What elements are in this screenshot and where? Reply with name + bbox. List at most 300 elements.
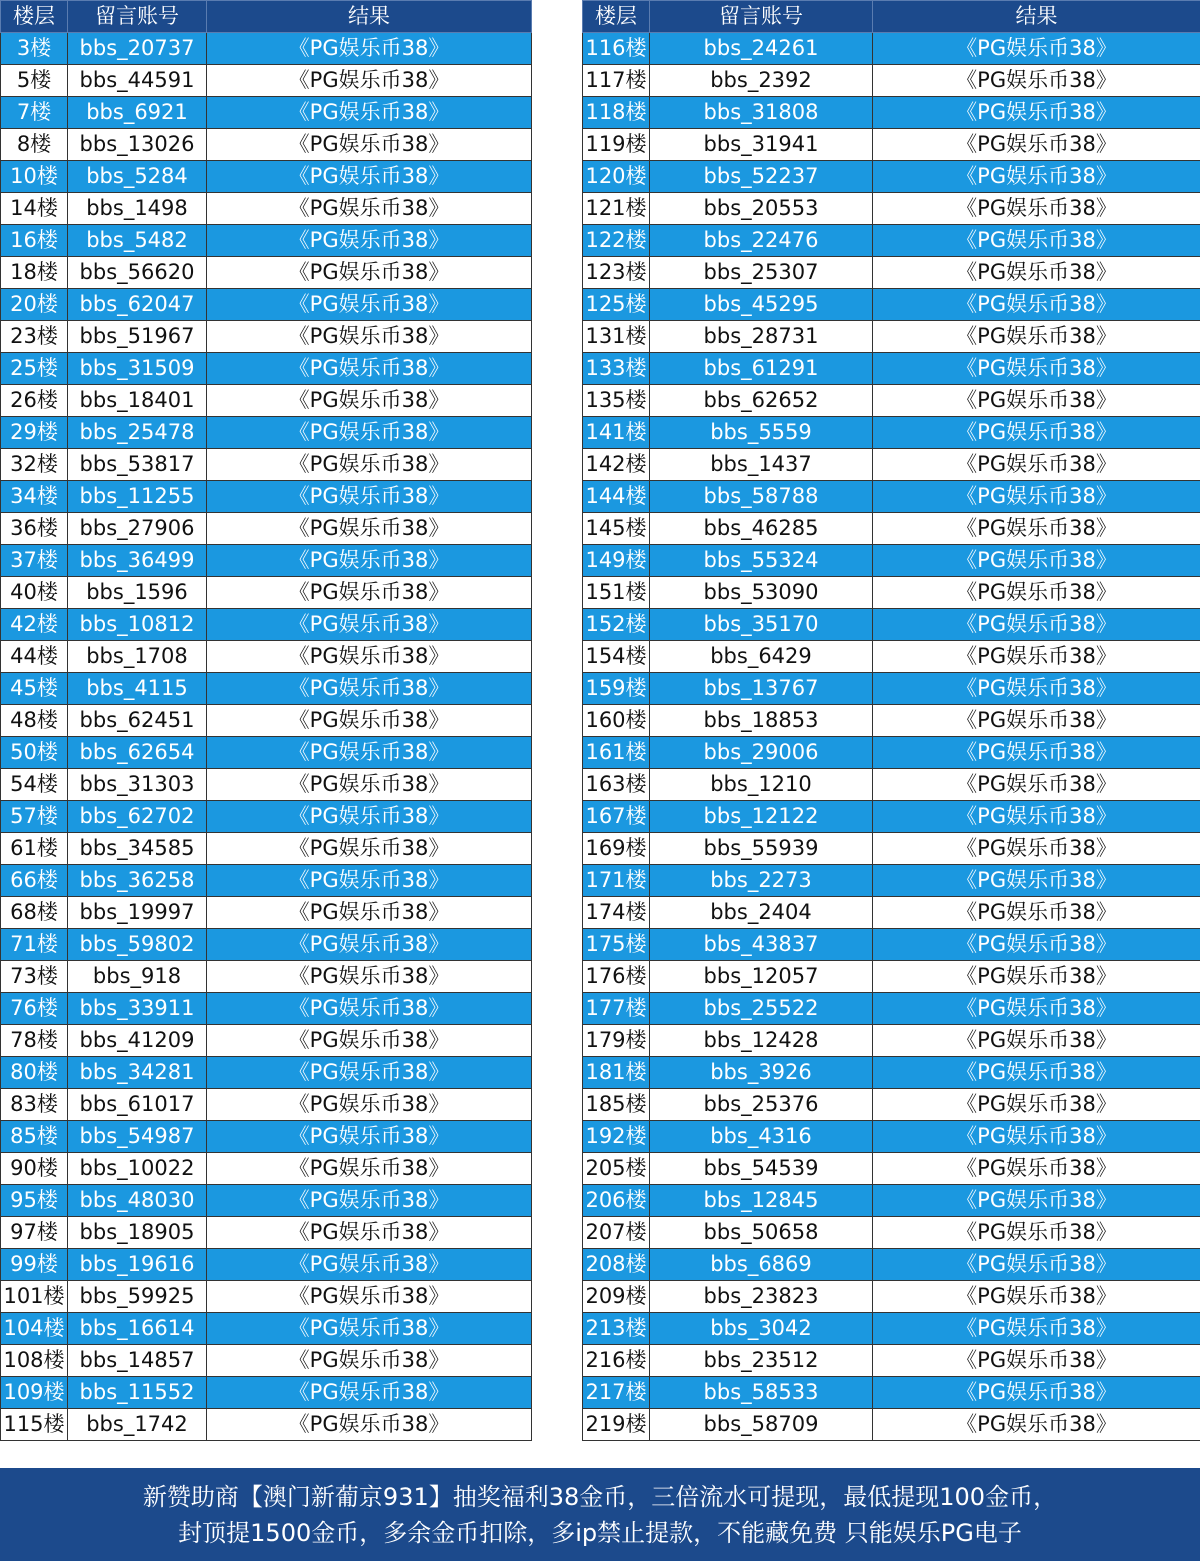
floor-cell: 169楼: [583, 833, 650, 865]
account-cell: bbs_13026: [68, 129, 207, 161]
result-cell: 《PG娱乐币38》: [873, 129, 1200, 161]
table-header-row: [583, 1, 1200, 33]
result-cell: 《PG娱乐币38》: [873, 705, 1200, 737]
table-row: [583, 705, 1200, 737]
floor-cell: 97楼: [1, 1217, 68, 1249]
result-cell: 《PG娱乐币38》: [207, 289, 532, 321]
account-cell: bbs_2273: [650, 865, 873, 897]
result-cell: 《PG娱乐币38》: [207, 1281, 532, 1313]
floor-cell: 8楼: [1, 129, 68, 161]
account-cell: bbs_6921: [68, 97, 207, 129]
table-row: [583, 801, 1200, 833]
floor-cell: 109楼: [1, 1377, 68, 1409]
result-cell: 《PG娱乐币38》: [873, 385, 1200, 417]
result-cell: 《PG娱乐币38》: [873, 833, 1200, 865]
header-account: 留言账号: [650, 1, 873, 33]
account-cell: bbs_55324: [650, 545, 873, 577]
result-cell: 《PG娱乐币38》: [207, 609, 532, 641]
account-cell: bbs_54539: [650, 1153, 873, 1185]
table-row: [1, 129, 532, 161]
floor-cell: 120楼: [583, 161, 650, 193]
result-cell: 《PG娱乐币38》: [873, 321, 1200, 353]
result-cell: 《PG娱乐币38》: [873, 929, 1200, 961]
result-cell: 《PG娱乐币38》: [873, 1089, 1200, 1121]
floor-cell: 78楼: [1, 1025, 68, 1057]
floor-cell: 68楼: [1, 897, 68, 929]
floor-cell: 20楼: [1, 289, 68, 321]
account-cell: bbs_2404: [650, 897, 873, 929]
floor-cell: 90楼: [1, 1153, 68, 1185]
result-cell: 《PG娱乐币38》: [207, 257, 532, 289]
floor-cell: 133楼: [583, 353, 650, 385]
account-cell: bbs_25478: [68, 417, 207, 449]
result-cell: 《PG娱乐币38》: [873, 609, 1200, 641]
header-floor: 楼层: [583, 1, 650, 33]
result-cell: 《PG娱乐币38》: [207, 513, 532, 545]
result-cell: 《PG娱乐币38》: [207, 1377, 532, 1409]
result-cell: 《PG娱乐币38》: [873, 865, 1200, 897]
account-cell: bbs_12845: [650, 1185, 873, 1217]
result-cell: 《PG娱乐币38》: [873, 1185, 1200, 1217]
table-row: [583, 1313, 1200, 1345]
result-cell: 《PG娱乐币38》: [207, 161, 532, 193]
table-row: [583, 353, 1200, 385]
result-cell: 《PG娱乐币38》: [207, 737, 532, 769]
table-row: [1, 481, 532, 513]
result-cell: 《PG娱乐币38》: [207, 129, 532, 161]
table-row: [583, 609, 1200, 641]
table-row: [583, 449, 1200, 481]
result-cell: 《PG娱乐币38》: [873, 1121, 1200, 1153]
result-cell: 《PG娱乐币38》: [207, 545, 532, 577]
result-cell: 《PG娱乐币38》: [207, 353, 532, 385]
account-cell: bbs_61291: [650, 353, 873, 385]
account-cell: bbs_20553: [650, 193, 873, 225]
floor-cell: 66楼: [1, 865, 68, 897]
floor-cell: 83楼: [1, 1089, 68, 1121]
floor-cell: 104楼: [1, 1313, 68, 1345]
result-cell: 《PG娱乐币38》: [873, 65, 1200, 97]
result-cell: 《PG娱乐币38》: [873, 961, 1200, 993]
table-row: [1, 65, 532, 97]
table-row: [1, 1281, 532, 1313]
floor-cell: 45楼: [1, 673, 68, 705]
floor-cell: 40楼: [1, 577, 68, 609]
result-cell: 《PG娱乐币38》: [207, 1153, 532, 1185]
account-cell: bbs_35170: [650, 609, 873, 641]
account-cell: bbs_41209: [68, 1025, 207, 1057]
result-cell: 《PG娱乐币38》: [207, 449, 532, 481]
floor-cell: 213楼: [583, 1313, 650, 1345]
table-row: [583, 1057, 1200, 1089]
table-row: [1, 1217, 532, 1249]
account-cell: bbs_31509: [68, 353, 207, 385]
floor-cell: 10楼: [1, 161, 68, 193]
account-cell: bbs_19616: [68, 1249, 207, 1281]
table-row: [583, 1377, 1200, 1409]
account-cell: bbs_23823: [650, 1281, 873, 1313]
result-cell: 《PG娱乐币38》: [873, 1153, 1200, 1185]
floor-cell: 42楼: [1, 609, 68, 641]
table-row: [583, 97, 1200, 129]
floor-cell: 161楼: [583, 737, 650, 769]
result-cell: 《PG娱乐币38》: [207, 673, 532, 705]
result-cell: 《PG娱乐币38》: [873, 481, 1200, 513]
table-body-left: [1, 33, 532, 1441]
result-cell: 《PG娱乐币38》: [207, 97, 532, 129]
account-cell: bbs_58533: [650, 1377, 873, 1409]
sponsor-notice: [0, 1468, 1200, 1561]
table-row: [1, 993, 532, 1025]
floor-cell: 117楼: [583, 65, 650, 97]
result-cell: 《PG娱乐币38》: [207, 1313, 532, 1345]
result-cell: 《PG娱乐币38》: [873, 1025, 1200, 1057]
result-cell: 《PG娱乐币38》: [207, 865, 532, 897]
floor-cell: 32楼: [1, 449, 68, 481]
table-row: [1, 513, 532, 545]
account-cell: bbs_45295: [650, 289, 873, 321]
table-row: [583, 545, 1200, 577]
floor-cell: 99楼: [1, 1249, 68, 1281]
floor-cell: 7楼: [1, 97, 68, 129]
floor-cell: 216楼: [583, 1345, 650, 1377]
table-row: [583, 1249, 1200, 1281]
floor-cell: 116楼: [583, 33, 650, 65]
table-row: [1, 1249, 532, 1281]
result-cell: 《PG娱乐币38》: [873, 801, 1200, 833]
table-row: [1, 865, 532, 897]
result-cell: 《PG娱乐币38》: [873, 1313, 1200, 1345]
result-cell: 《PG娱乐币38》: [207, 225, 532, 257]
floor-cell: 179楼: [583, 1025, 650, 1057]
account-cell: bbs_25376: [650, 1089, 873, 1121]
account-cell: bbs_18905: [68, 1217, 207, 1249]
floor-cell: 80楼: [1, 1057, 68, 1089]
sponsor-notice-line-1: 新赞助商【澳门新葡京931】抽奖福利38金币，三倍流水可提现，最低提现100金币，: [142, 1482, 1058, 1511]
table-row: [583, 321, 1200, 353]
result-cell: 《PG娱乐币38》: [207, 481, 532, 513]
floor-cell: 85楼: [1, 1121, 68, 1153]
floor-cell: 181楼: [583, 1057, 650, 1089]
table-row: [583, 833, 1200, 865]
floor-cell: 101楼: [1, 1281, 68, 1313]
account-cell: bbs_14857: [68, 1345, 207, 1377]
floor-cell: 144楼: [583, 481, 650, 513]
account-cell: bbs_918: [68, 961, 207, 993]
results-table-left: [0, 0, 532, 1441]
account-cell: bbs_20737: [68, 33, 207, 65]
account-cell: bbs_59925: [68, 1281, 207, 1313]
floor-cell: 71楼: [1, 929, 68, 961]
floor-cell: 121楼: [583, 193, 650, 225]
result-cell: 《PG娱乐币38》: [873, 673, 1200, 705]
floor-cell: 175楼: [583, 929, 650, 961]
table-row: [1, 417, 532, 449]
account-cell: bbs_27906: [68, 513, 207, 545]
account-cell: bbs_12428: [650, 1025, 873, 1057]
account-cell: bbs_58788: [650, 481, 873, 513]
table-row: [583, 225, 1200, 257]
table-row: [1, 961, 532, 993]
account-cell: bbs_18853: [650, 705, 873, 737]
table-row: [583, 1121, 1200, 1153]
account-cell: bbs_62654: [68, 737, 207, 769]
account-cell: bbs_13767: [650, 673, 873, 705]
result-cell: 《PG娱乐币38》: [207, 961, 532, 993]
account-cell: bbs_1596: [68, 577, 207, 609]
account-cell: bbs_19997: [68, 897, 207, 929]
account-cell: bbs_59802: [68, 929, 207, 961]
floor-cell: 176楼: [583, 961, 650, 993]
table-row: [583, 737, 1200, 769]
floor-cell: 185楼: [583, 1089, 650, 1121]
floor-cell: 44楼: [1, 641, 68, 673]
floor-cell: 141楼: [583, 417, 650, 449]
account-cell: bbs_62702: [68, 801, 207, 833]
account-cell: bbs_1210: [650, 769, 873, 801]
account-cell: bbs_36258: [68, 865, 207, 897]
table-row: [583, 897, 1200, 929]
floor-cell: 149楼: [583, 545, 650, 577]
result-cell: 《PG娱乐币38》: [207, 33, 532, 65]
table-header-row: [1, 1, 532, 33]
floor-cell: 159楼: [583, 673, 650, 705]
account-cell: bbs_1742: [68, 1409, 207, 1441]
table-row: [1, 545, 532, 577]
result-cell: 《PG娱乐币38》: [207, 417, 532, 449]
result-cell: 《PG娱乐币38》: [873, 577, 1200, 609]
account-cell: bbs_16614: [68, 1313, 207, 1345]
account-cell: bbs_1708: [68, 641, 207, 673]
account-cell: bbs_12122: [650, 801, 873, 833]
result-cell: 《PG娱乐币38》: [873, 1409, 1200, 1441]
result-cell: 《PG娱乐币38》: [207, 1409, 532, 1441]
result-cell: 《PG娱乐币38》: [873, 737, 1200, 769]
floor-cell: 76楼: [1, 993, 68, 1025]
table-row: [583, 481, 1200, 513]
account-cell: bbs_25307: [650, 257, 873, 289]
account-cell: bbs_6869: [650, 1249, 873, 1281]
result-cell: 《PG娱乐币38》: [873, 417, 1200, 449]
table-row: [1, 1377, 532, 1409]
result-cell: 《PG娱乐币38》: [207, 641, 532, 673]
result-cell: 《PG娱乐币38》: [873, 1281, 1200, 1313]
floor-cell: 131楼: [583, 321, 650, 353]
floor-cell: 152楼: [583, 609, 650, 641]
account-cell: bbs_12057: [650, 961, 873, 993]
floor-cell: 34楼: [1, 481, 68, 513]
table-row: [1, 673, 532, 705]
result-cell: 《PG娱乐币38》: [873, 33, 1200, 65]
account-cell: bbs_18401: [68, 385, 207, 417]
table-row: [1, 193, 532, 225]
table-row: [583, 1153, 1200, 1185]
account-cell: bbs_4115: [68, 673, 207, 705]
table-row: [1, 1089, 532, 1121]
floor-cell: 108楼: [1, 1345, 68, 1377]
table-row: [583, 673, 1200, 705]
table-row: [1, 1313, 532, 1345]
table-row: [583, 417, 1200, 449]
floor-cell: 206楼: [583, 1185, 650, 1217]
table-row: [1, 257, 532, 289]
result-cell: 《PG娱乐币38》: [207, 833, 532, 865]
table-row: [583, 33, 1200, 65]
table-row: [1, 97, 532, 129]
account-cell: bbs_3926: [650, 1057, 873, 1089]
floor-cell: 122楼: [583, 225, 650, 257]
floor-cell: 142楼: [583, 449, 650, 481]
table-row: [1, 929, 532, 961]
table-row: [1, 769, 532, 801]
floor-cell: 160楼: [583, 705, 650, 737]
table-row: [1, 225, 532, 257]
result-cell: 《PG娱乐币38》: [207, 1121, 532, 1153]
floor-cell: 174楼: [583, 897, 650, 929]
table-row: [583, 577, 1200, 609]
result-cell: 《PG娱乐币38》: [207, 1217, 532, 1249]
result-cell: 《PG娱乐币38》: [873, 769, 1200, 801]
table-row: [583, 1185, 1200, 1217]
floor-cell: 23楼: [1, 321, 68, 353]
floor-cell: 177楼: [583, 993, 650, 1025]
result-cell: 《PG娱乐币38》: [873, 353, 1200, 385]
table-row: [583, 1345, 1200, 1377]
table-row: [583, 1281, 1200, 1313]
table-row: [583, 1409, 1200, 1441]
floor-cell: 217楼: [583, 1377, 650, 1409]
floor-cell: 167楼: [583, 801, 650, 833]
table-body-right: [583, 33, 1200, 1441]
account-cell: bbs_1437: [650, 449, 873, 481]
floor-cell: 125楼: [583, 289, 650, 321]
account-cell: bbs_62652: [650, 385, 873, 417]
table-row: [583, 129, 1200, 161]
account-cell: bbs_11255: [68, 481, 207, 513]
result-cell: 《PG娱乐币38》: [873, 1057, 1200, 1089]
account-cell: bbs_31941: [650, 129, 873, 161]
floor-cell: 26楼: [1, 385, 68, 417]
floor-cell: 29楼: [1, 417, 68, 449]
account-cell: bbs_6429: [650, 641, 873, 673]
table-row: [583, 513, 1200, 545]
result-cell: 《PG娱乐币38》: [873, 641, 1200, 673]
floor-cell: 5楼: [1, 65, 68, 97]
account-cell: bbs_53817: [68, 449, 207, 481]
floor-cell: 36楼: [1, 513, 68, 545]
floor-cell: 151楼: [583, 577, 650, 609]
table-row: [1, 1345, 532, 1377]
floor-cell: 171楼: [583, 865, 650, 897]
account-cell: bbs_56620: [68, 257, 207, 289]
table-row: [583, 257, 1200, 289]
account-cell: bbs_51967: [68, 321, 207, 353]
account-cell: bbs_22476: [650, 225, 873, 257]
result-cell: 《PG娱乐币38》: [873, 257, 1200, 289]
account-cell: bbs_24261: [650, 33, 873, 65]
account-cell: bbs_31303: [68, 769, 207, 801]
account-cell: bbs_29006: [650, 737, 873, 769]
result-cell: 《PG娱乐币38》: [873, 97, 1200, 129]
table-row: [583, 993, 1200, 1025]
account-cell: bbs_1498: [68, 193, 207, 225]
account-cell: bbs_54987: [68, 1121, 207, 1153]
floor-cell: 95楼: [1, 1185, 68, 1217]
table-row: [1, 1025, 532, 1057]
result-cell: 《PG娱乐币38》: [873, 1249, 1200, 1281]
table-row: [1, 609, 532, 641]
result-cell: 《PG娱乐币38》: [873, 513, 1200, 545]
table-row: [583, 385, 1200, 417]
result-cell: 《PG娱乐币38》: [873, 193, 1200, 225]
result-cell: 《PG娱乐币38》: [873, 289, 1200, 321]
floor-cell: 119楼: [583, 129, 650, 161]
table-row: [1, 737, 532, 769]
account-cell: bbs_2392: [650, 65, 873, 97]
table-row: [583, 1217, 1200, 1249]
result-cell: 《PG娱乐币38》: [873, 1217, 1200, 1249]
floor-cell: 25楼: [1, 353, 68, 385]
floor-cell: 135楼: [583, 385, 650, 417]
table-row: [1, 705, 532, 737]
floor-cell: 118楼: [583, 97, 650, 129]
table-row: [583, 1089, 1200, 1121]
account-cell: bbs_23512: [650, 1345, 873, 1377]
result-cell: 《PG娱乐币38》: [207, 801, 532, 833]
floor-cell: 163楼: [583, 769, 650, 801]
result-cell: 《PG娱乐币38》: [207, 1345, 532, 1377]
result-cell: 《PG娱乐币38》: [873, 993, 1200, 1025]
table-row: [1, 449, 532, 481]
table-row: [583, 289, 1200, 321]
table-row: [583, 961, 1200, 993]
account-cell: bbs_52237: [650, 161, 873, 193]
account-cell: bbs_46285: [650, 513, 873, 545]
floor-cell: 54楼: [1, 769, 68, 801]
account-cell: bbs_31808: [650, 97, 873, 129]
table-row: [1, 641, 532, 673]
floor-cell: 73楼: [1, 961, 68, 993]
result-cell: 《PG娱乐币38》: [873, 449, 1200, 481]
account-cell: bbs_58709: [650, 1409, 873, 1441]
table-row: [583, 641, 1200, 673]
table-row: [583, 929, 1200, 961]
header-account: 留言账号: [68, 1, 207, 33]
result-cell: 《PG娱乐币38》: [873, 161, 1200, 193]
table-row: [583, 1025, 1200, 1057]
account-cell: bbs_44591: [68, 65, 207, 97]
account-cell: bbs_5482: [68, 225, 207, 257]
floor-cell: 57楼: [1, 801, 68, 833]
header-result: 结果: [873, 1, 1200, 33]
account-cell: bbs_4316: [650, 1121, 873, 1153]
table-row: [583, 769, 1200, 801]
account-cell: bbs_5559: [650, 417, 873, 449]
result-cell: 《PG娱乐币38》: [873, 225, 1200, 257]
floor-cell: 14楼: [1, 193, 68, 225]
result-cell: 《PG娱乐币38》: [207, 705, 532, 737]
results-table-right: [582, 0, 1200, 1441]
table-row: [1, 33, 532, 65]
account-cell: bbs_43837: [650, 929, 873, 961]
account-cell: bbs_33911: [68, 993, 207, 1025]
table-row: [1, 897, 532, 929]
table-row: [1, 321, 532, 353]
floor-cell: 209楼: [583, 1281, 650, 1313]
result-cell: 《PG娱乐币38》: [873, 545, 1200, 577]
account-cell: bbs_62047: [68, 289, 207, 321]
table-row: [1, 1409, 532, 1441]
